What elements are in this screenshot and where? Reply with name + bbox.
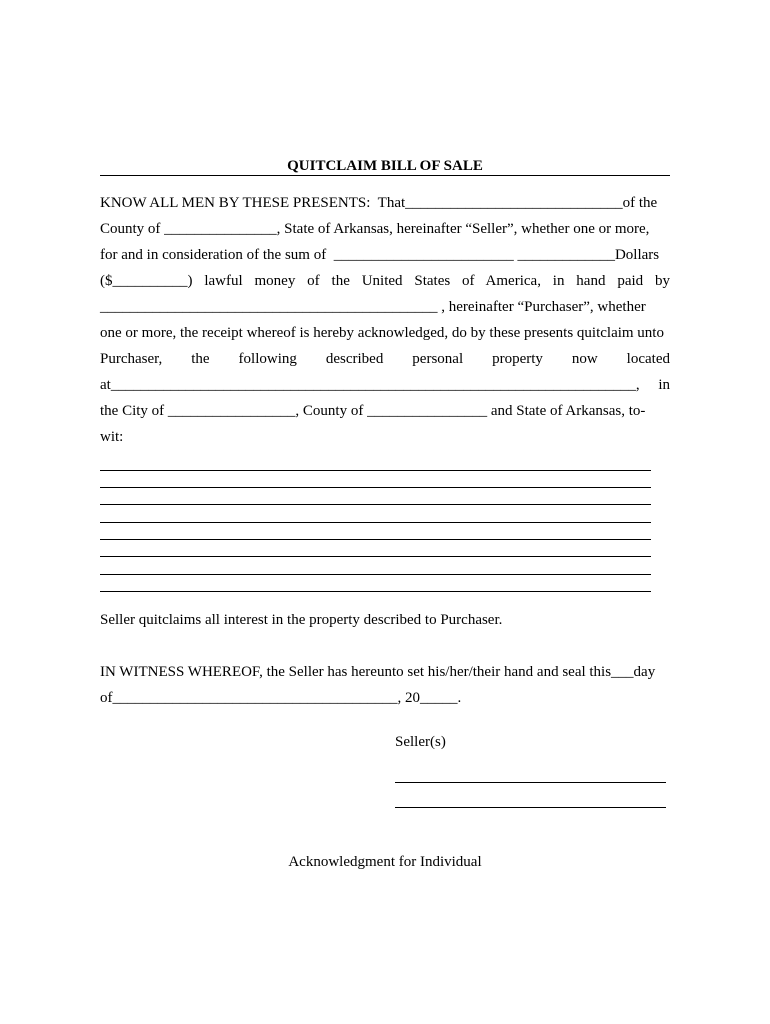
body-line-8: at______________________________________________________________________, in: [100, 377, 670, 393]
description-line[interactable]: [100, 591, 651, 592]
body-line-2: County of _______________, State of Arkansas, hereinafter “Seller”, whether one or more,: [100, 221, 650, 237]
body-line-1: KNOW ALL MEN BY THESE PRESENTS: That_____________________________of the: [100, 195, 658, 211]
body-line-10: wit:: [100, 429, 124, 445]
seller-signature-line[interactable]: [395, 782, 666, 783]
description-line[interactable]: [100, 556, 651, 557]
body-line-6: one or more, the receipt whereof is hereby acknowledged, do by these presents quitclaim unto: [100, 325, 664, 341]
document-title: QUITCLAIM BILL OF SALE: [287, 158, 483, 174]
description-line[interactable]: [100, 574, 651, 575]
body-line-4: ($__________) lawful money of the United States of America, in hand paid by: [100, 273, 670, 289]
description-line[interactable]: [100, 539, 651, 540]
body-line-7: Purchaser, the following described personal property now located: [100, 351, 670, 367]
body-line-9: the City of _________________, County of ________________ and State of Arkansas, to-: [100, 403, 646, 419]
description-line[interactable]: [100, 504, 651, 505]
seller-label: Seller(s): [395, 734, 446, 750]
witness-line-2: of______________________________________, 20_____.: [100, 690, 462, 706]
description-line[interactable]: [100, 522, 651, 523]
body-line-5: _____________________________________________ , hereinafter “Purchaser”, whether: [100, 299, 646, 315]
witness-line-1: IN WITNESS WHEREOF, the Seller has hereunto set his/her/their hand and seal this___day: [100, 664, 656, 680]
body-line-3: for and in consideration of the sum of ________________________ _____________Dollars: [100, 247, 660, 263]
title-underline: [100, 175, 670, 176]
acknowledgment-heading: Acknowledgment for Individual: [288, 854, 482, 870]
description-line[interactable]: [100, 487, 651, 488]
quitclaim-statement: Seller quitclaims all interest in the property described to Purchaser.: [100, 612, 503, 628]
description-line[interactable]: [100, 470, 651, 471]
seller-signature-line[interactable]: [395, 807, 666, 808]
